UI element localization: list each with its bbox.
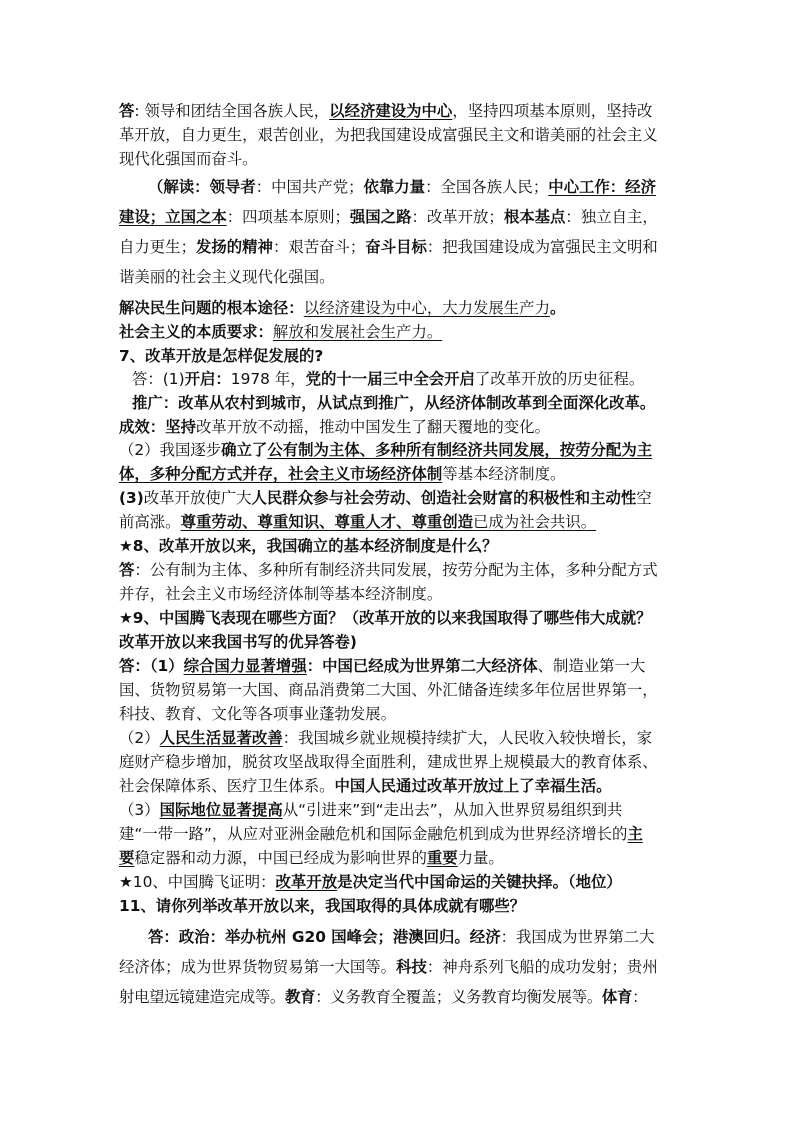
text-line bbox=[119, 236, 658, 258]
text-segment: ：独立自主， bbox=[565, 208, 658, 226]
text-segment: 确立了 bbox=[221, 441, 268, 459]
text-line bbox=[119, 895, 525, 917]
text-segment: 谐美丽的社会主义现代化强国。 bbox=[119, 268, 335, 286]
text-segment: ：义务教育全覆盖；义务教育均衡发展等。 bbox=[315, 988, 602, 1006]
text-segment: 并存，社会主义市场经济体制等基本经济制度。 bbox=[119, 585, 443, 603]
text-line bbox=[119, 297, 565, 319]
text-line bbox=[119, 100, 652, 122]
text-segment: ：把我国建设成为富强民主文明和 bbox=[426, 238, 658, 256]
text-segment: 依靠力量 bbox=[363, 178, 426, 196]
text-segment: 11、请你列举改革开放以来，我国取得的具体成就有哪些？ bbox=[119, 897, 526, 915]
text-line bbox=[119, 751, 658, 773]
text-line bbox=[119, 799, 622, 821]
text-segment: 人民生活显著改善 bbox=[159, 729, 283, 747]
text-segment: 。 bbox=[549, 299, 566, 317]
text-segment: 、制造业第一大 bbox=[537, 657, 646, 675]
text-segment: 经济体；成为世界货物贸易第一大国等。 bbox=[119, 958, 397, 976]
text-segment: 答：政治：举办杭州 G20 国峰会；港澳回归。经济 bbox=[148, 928, 501, 946]
text-segment: 革开放，自力更生，艰苦创业，为把我国建设成富强民主文和谐美丽的社会主义 bbox=[119, 126, 658, 144]
text-line bbox=[119, 871, 622, 893]
text-line bbox=[119, 679, 658, 701]
text-segment: ，坚持四项基本原则，坚持改 bbox=[452, 102, 653, 120]
text-segment: 国、货物贸易第一大国、商品消费第二大国、外汇储备连续多年位居世界第一， bbox=[119, 681, 658, 699]
text-segment: 改革开放以来我国书写的优异答卷) bbox=[119, 633, 357, 651]
text-segment: 解决民生问题的根本途径： bbox=[119, 299, 304, 317]
text-line bbox=[119, 703, 396, 725]
text-line bbox=[132, 392, 655, 414]
text-segment: 改革开放使广大 bbox=[143, 489, 252, 507]
text-segment: 开启： bbox=[184, 370, 231, 388]
text-segment: 1978 年， bbox=[230, 370, 306, 388]
text-line bbox=[119, 823, 643, 845]
text-segment: : 领导和团结全国各族人民， bbox=[134, 102, 330, 120]
text-segment: 公有制为主体、多种所有制经济共同发展，按劳分配为主 bbox=[267, 441, 653, 459]
text-line bbox=[119, 345, 323, 367]
text-segment: 科技 bbox=[396, 958, 427, 976]
text-segment: 已成为社会共识。 bbox=[473, 513, 597, 531]
text-segment: 7、改革开放是怎样促发展的? bbox=[119, 347, 324, 365]
text-segment: 解放和发展社会生产力。 bbox=[272, 323, 443, 341]
text-segment: 体，多种分配方式并存，社会主义市场经济体制 bbox=[119, 465, 443, 483]
text-line bbox=[119, 206, 658, 228]
text-line bbox=[119, 511, 596, 533]
text-line bbox=[119, 631, 357, 653]
text-line bbox=[119, 775, 612, 797]
text-segment: 强国之路 bbox=[349, 208, 412, 226]
text-segment: 根本基点 bbox=[503, 208, 566, 226]
text-segment: 尊重劳动、尊重知识、尊重人才、尊重创造 bbox=[180, 513, 474, 531]
text-segment: 主 bbox=[627, 825, 643, 843]
text-line bbox=[119, 148, 258, 170]
text-line bbox=[119, 266, 334, 288]
text-segment: 前高涨。 bbox=[119, 513, 181, 531]
text-line bbox=[119, 535, 498, 557]
text-line bbox=[119, 986, 647, 1008]
text-line bbox=[132, 368, 644, 390]
text-segment: 综合国力显著增强 bbox=[183, 657, 307, 675]
text-segment: 建“一带一路”，从应对亚洲金融危机和国际金融危机到成为世界经济增长的 bbox=[119, 825, 628, 843]
text-line bbox=[119, 559, 658, 581]
text-line bbox=[119, 321, 442, 343]
text-segment: ：中国共产党； bbox=[255, 178, 364, 196]
text-segment: 射电望远镜建造完成等。 bbox=[119, 988, 285, 1006]
text-segment: 现代化强国而奋斗。 bbox=[119, 150, 258, 168]
text-line bbox=[119, 583, 442, 605]
text-segment: 成效：坚持 bbox=[119, 418, 196, 436]
text-segment: 科技、教育、文化等各项事业蓬勃发展。 bbox=[119, 705, 397, 723]
text-segment: 社会保障体系、医疗卫生体系。 bbox=[119, 777, 335, 795]
text-segment: ：四项基本原则； bbox=[226, 208, 350, 226]
text-segment: 党的十一届三中全会开启 bbox=[305, 370, 475, 388]
text-segment: 从“引进来”到“走出去”，从加入世界贸易组织到共 bbox=[282, 801, 623, 819]
text-segment: ： bbox=[632, 988, 648, 1006]
text-segment: 建设；立国之本 bbox=[119, 208, 227, 226]
text-line bbox=[119, 463, 565, 485]
text-line bbox=[119, 439, 652, 461]
text-segment: 要 bbox=[119, 849, 135, 867]
text-segment: 稳定器和动力源，中国已经成为影响世界的 bbox=[134, 849, 427, 867]
text-line bbox=[119, 847, 504, 869]
text-line bbox=[119, 124, 658, 146]
text-segment: （解读：领导者 bbox=[148, 178, 256, 196]
text-segment: ：中国已经成为世界第二大经济体 bbox=[306, 657, 538, 675]
text-segment: ：全国各族人民； bbox=[425, 178, 549, 196]
text-segment: 了改革开放的历史征程。 bbox=[474, 370, 645, 388]
text-segment: 是决定当代中国命运的关键抉择。（地位） bbox=[337, 873, 622, 891]
text-segment: （2） bbox=[119, 729, 160, 747]
text-line bbox=[119, 655, 645, 677]
text-segment: 中国人民通过改革开放过上了幸福生活。 bbox=[334, 777, 612, 795]
text-segment: ：艰苦奋斗； bbox=[272, 238, 366, 256]
text-segment: ：神舟系列飞船的成功发射；贵州 bbox=[426, 958, 658, 976]
text-segment: 人民群众参与社会劳动、创造社会财富的积极性和主动性 bbox=[251, 489, 637, 507]
text-segment: 自力更生； bbox=[119, 238, 196, 256]
text-segment: 社会主义的本质要求： bbox=[119, 323, 273, 341]
text-segment: 中心工作：经济 bbox=[548, 178, 656, 196]
text-segment: 发扬的精神 bbox=[195, 238, 273, 256]
text-segment: 答 bbox=[119, 561, 135, 579]
text-segment: （3） bbox=[119, 801, 160, 819]
text-segment: 奋斗目标 bbox=[365, 238, 427, 256]
text-segment: (3) bbox=[119, 489, 144, 507]
text-line bbox=[119, 416, 550, 438]
text-segment: 改革开放 bbox=[275, 873, 338, 891]
text-line bbox=[148, 926, 655, 948]
text-segment: 改革开放不动摇，推动中国发生了翻天覆地的变化。 bbox=[195, 418, 550, 436]
text-segment: 以经济建设为中心，大力发展生产力 bbox=[303, 299, 550, 317]
text-segment: 教育 bbox=[285, 988, 316, 1006]
text-segment: ：改革开放； bbox=[411, 208, 504, 226]
text-segment: （2）我国逐步 bbox=[119, 441, 222, 459]
text-line bbox=[119, 607, 651, 629]
text-segment: 推广：改革从农村到城市，从试点到推广，从经济体制改革到全面深化改革。 bbox=[132, 394, 656, 412]
text-line bbox=[119, 956, 658, 978]
text-segment: 以经济建设为中心 bbox=[329, 102, 453, 120]
text-segment: ★9、中国腾飞表现在哪些方面？（改革开放的以来我国取得了哪些伟大成就？ bbox=[119, 609, 652, 627]
text-segment: 国际地位显著提高 bbox=[159, 801, 283, 819]
text-segment: 庭财产稳步增加，脱贫攻坚战取得全面胜利，建成世界上规模最大的教育体系、 bbox=[119, 753, 658, 771]
text-segment: 答 bbox=[119, 102, 135, 120]
text-line bbox=[148, 176, 656, 198]
text-segment: ★8、改革开放以来，我国确立的基本经济制度是什么？ bbox=[119, 537, 498, 555]
text-segment: 答：（1） bbox=[119, 657, 184, 675]
text-segment: 答：(1) bbox=[132, 370, 185, 388]
text-segment: ★10、中国腾飞证明： bbox=[119, 873, 276, 891]
text-line bbox=[119, 727, 652, 749]
text-segment: ：公有制为主体、多种所有制经济共同发展，按劳分配为主体，多种分配方式 bbox=[134, 561, 658, 579]
text-segment: 体育 bbox=[601, 988, 633, 1006]
text-segment: ：我国城乡就业规模持续扩大，人民收入较快增长，家 bbox=[282, 729, 653, 747]
text-line bbox=[119, 487, 652, 509]
text-segment: 重要 bbox=[426, 849, 458, 867]
text-segment: ：我国成为世界第二大 bbox=[500, 928, 655, 946]
text-segment: 等基本经济制度。 bbox=[442, 465, 566, 483]
text-segment: 力量。 bbox=[457, 849, 504, 867]
text-segment: 空 bbox=[636, 489, 652, 507]
